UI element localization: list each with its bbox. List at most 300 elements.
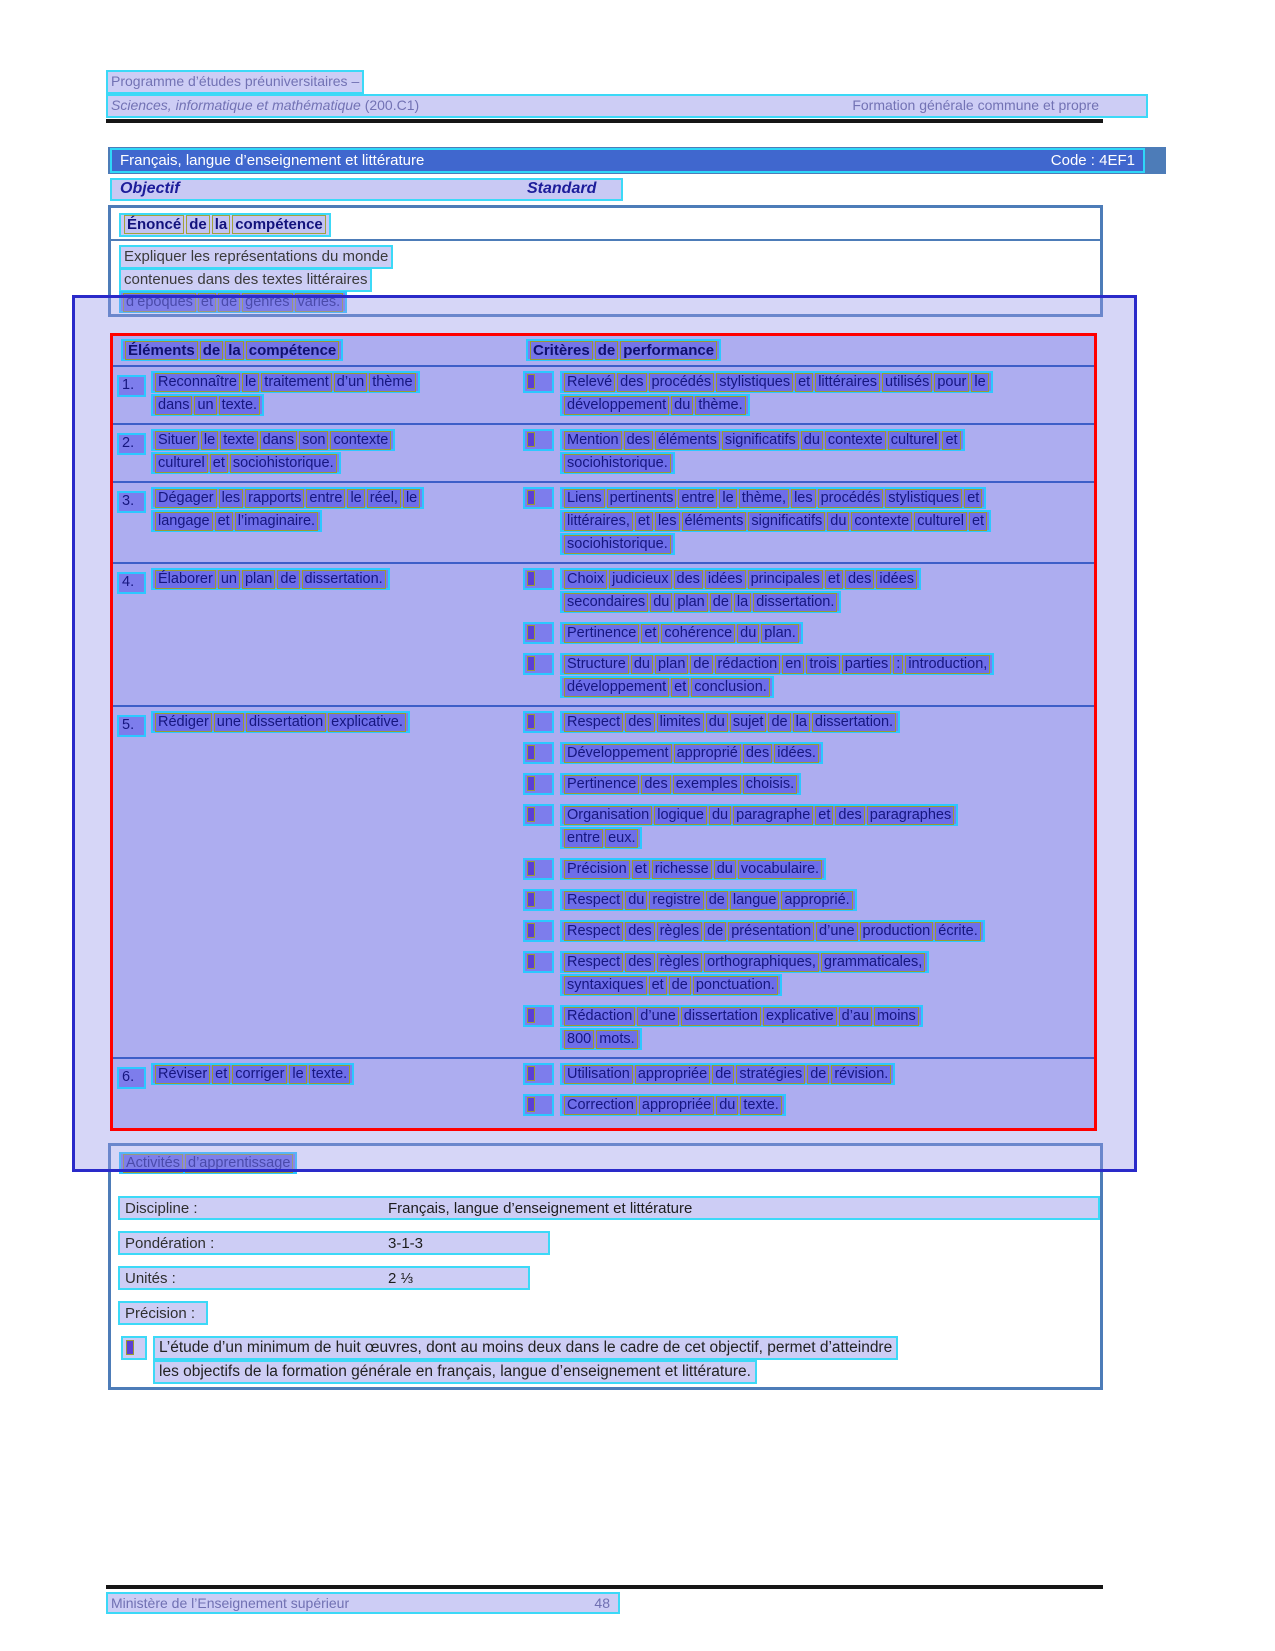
word-box: des	[743, 744, 772, 763]
word-box: des	[641, 775, 670, 794]
element-line	[151, 394, 264, 416]
word-box: Utilisation	[564, 1065, 633, 1084]
word-box: un	[194, 396, 216, 415]
row-number: 2.	[117, 433, 146, 455]
word-box: et	[641, 624, 659, 643]
word-box: Mention	[564, 431, 622, 450]
bullet-icon	[523, 920, 554, 942]
word-box: registre	[649, 891, 703, 910]
criteria-line	[560, 1028, 642, 1050]
word-box: plan	[242, 570, 275, 589]
word-box: exemples	[673, 775, 741, 794]
word-box: procédés	[818, 489, 884, 508]
word-box: règles	[657, 922, 703, 941]
word-box: en	[782, 655, 804, 674]
criteria-item	[523, 653, 1094, 698]
word-box: conclusion.	[691, 678, 770, 697]
word-box: les	[791, 489, 816, 508]
bullet-mark	[527, 1008, 535, 1023]
criteria-line	[560, 742, 823, 764]
word-box: Reconnaître	[155, 373, 240, 392]
word-box: d’apprentissage	[185, 1154, 293, 1173]
table-row	[113, 365, 1094, 423]
word-box: compétence	[232, 215, 326, 234]
word-box: paragraphe	[733, 806, 813, 825]
bullet-mark	[527, 954, 535, 969]
bullet-mark	[527, 1066, 535, 1081]
row-number: 6.	[117, 1067, 146, 1089]
word-box: significatifs	[748, 512, 825, 531]
criteria-line	[560, 429, 965, 451]
word-box: des	[624, 431, 653, 450]
word-box: plan	[655, 655, 688, 674]
bullet-mark	[527, 714, 535, 729]
word-box: texte	[220, 431, 257, 450]
word-box: Critères	[530, 341, 593, 360]
word-box: la	[225, 341, 244, 360]
word-box: contexte	[825, 431, 886, 450]
word-box: idées	[705, 570, 746, 589]
table-body	[113, 365, 1094, 1123]
criteria-item	[523, 804, 1094, 849]
word-box: d’une	[637, 1007, 678, 1026]
criteria-item	[523, 773, 1094, 795]
criteria-line	[560, 533, 675, 555]
bullet-mark	[527, 432, 535, 447]
precision-bullet-line: les objectifs de la formation générale en français, langue d’enseignement et littérature.	[153, 1360, 757, 1384]
word-box: moins	[874, 1007, 919, 1026]
criteria-item	[523, 858, 1094, 880]
word-box: Respect	[564, 713, 623, 732]
bullet-icon	[121, 1336, 147, 1360]
word-box: idées.	[774, 744, 819, 763]
word-box: du	[716, 1096, 738, 1115]
running-header-line2	[106, 94, 1148, 118]
element-cell	[113, 711, 523, 1051]
word-box: des	[674, 570, 703, 589]
word-box: développement	[564, 678, 669, 697]
field-ponderation	[118, 1231, 550, 1255]
word-box: et	[635, 512, 653, 531]
word-box: judicieux	[609, 570, 671, 589]
enonce-line	[119, 291, 347, 313]
word-box: développement	[564, 396, 669, 415]
word-box: de	[710, 593, 732, 612]
word-box: stylistiques	[885, 489, 962, 508]
word-box: du	[737, 624, 759, 643]
word-box: syntaxiques	[564, 976, 647, 995]
word-box: et	[215, 512, 233, 531]
word-box: plan	[674, 593, 707, 612]
enonce-heading	[119, 213, 331, 237]
word-box: un	[218, 570, 240, 589]
word-box: éléments	[655, 431, 720, 450]
criteria-line	[560, 889, 857, 911]
word-box: explicative	[763, 1007, 837, 1026]
word-box: et	[198, 293, 216, 312]
enonce-box	[108, 205, 1103, 317]
program-code: (200.C1)	[360, 97, 420, 113]
word-box: plan.	[761, 624, 798, 643]
bullet-mark	[527, 374, 535, 389]
activites-heading	[119, 1152, 297, 1174]
bullet-icon	[523, 858, 554, 880]
word-box: de	[690, 655, 712, 674]
word-box: littéraires	[815, 373, 880, 392]
word-box: Élaborer	[155, 570, 216, 589]
word-box: sociohistorique.	[230, 454, 337, 473]
word-box: thème.	[695, 396, 745, 415]
element-line	[151, 510, 322, 532]
word-box: culturel	[888, 431, 941, 450]
word-box: présentation	[728, 922, 814, 941]
course-title-annotation	[110, 148, 1145, 173]
word-box: trois	[806, 655, 839, 674]
word-box: variés.	[295, 293, 344, 312]
bullet-mark	[527, 490, 535, 505]
word-box: appropriée	[635, 1065, 710, 1084]
element-line	[151, 568, 390, 590]
bullet-icon	[523, 487, 554, 509]
table-row	[113, 705, 1094, 1057]
word-box: principales	[748, 570, 823, 589]
word-box: de	[669, 976, 691, 995]
word-box: de	[595, 341, 619, 360]
word-box: Respect	[564, 891, 623, 910]
bullet-icon	[523, 1005, 554, 1027]
word-box: littéraires,	[564, 512, 633, 531]
criteria-item	[523, 622, 1094, 644]
word-box: d’époques	[123, 293, 196, 312]
field-discipline	[118, 1196, 1100, 1220]
word-box: des	[625, 713, 654, 732]
word-box: richesse	[652, 860, 712, 879]
word-box: pertinents	[607, 489, 677, 508]
criteria-item	[523, 1005, 1094, 1050]
word-box: Précision	[564, 860, 630, 879]
word-box: du	[631, 655, 653, 674]
word-box: choisis.	[743, 775, 797, 794]
word-box: introduction,	[905, 655, 990, 674]
word-box: Organisation	[564, 806, 652, 825]
word-box: les	[655, 512, 680, 531]
word-box: contexte	[330, 431, 391, 450]
word-box: Correction	[564, 1096, 637, 1115]
word-box: le	[971, 373, 988, 392]
elements-header-cell	[113, 339, 523, 362]
field-value: Français, langue d’enseignement et littérature	[388, 1200, 693, 1217]
word-box: réel,	[367, 489, 401, 508]
field-unites	[118, 1266, 530, 1290]
word-box: et	[632, 860, 650, 879]
criteria-line	[560, 858, 826, 880]
bullet-icon	[523, 889, 554, 911]
word-box: entre	[564, 829, 603, 848]
bullet-icon	[523, 429, 554, 451]
word-box: la	[212, 215, 231, 234]
standard-label: Standard	[527, 180, 597, 197]
word-box: texte.	[309, 1065, 350, 1084]
word-box: son	[299, 431, 328, 450]
program-name-italic: Sciences, informatique et mathématique	[111, 97, 361, 113]
table-header-row	[113, 336, 1094, 365]
criteres-header	[526, 339, 721, 361]
criteria-line	[560, 920, 985, 942]
criteria-line	[560, 711, 900, 733]
word-box: performance	[620, 341, 717, 360]
bullet-icon	[523, 1063, 554, 1085]
criteria-line	[560, 974, 782, 996]
bullet-mark	[527, 776, 535, 791]
element-line	[151, 429, 395, 451]
criteria-line	[560, 827, 642, 849]
word-box: stylistiques	[716, 373, 793, 392]
word-box: limites	[657, 713, 704, 732]
criteria-item	[523, 487, 1094, 555]
table-row	[113, 562, 1094, 705]
word-box: des	[625, 922, 654, 941]
word-box: langage	[155, 512, 213, 531]
word-box: et	[671, 678, 689, 697]
criteres-header-cell	[523, 339, 1094, 362]
element-cell	[113, 487, 523, 556]
table-row	[113, 1057, 1094, 1123]
word-box: et	[942, 431, 960, 450]
criteria-item	[523, 951, 1094, 996]
criteria-line	[560, 487, 986, 509]
word-box: dissertation.	[302, 570, 386, 589]
word-box: paragraphes	[867, 806, 954, 825]
bullet-icon	[523, 773, 554, 795]
element-line	[151, 452, 341, 474]
criteria-item	[523, 920, 1094, 942]
word-box: du	[625, 891, 647, 910]
word-box: entre	[678, 489, 717, 508]
word-box: texte.	[219, 396, 260, 415]
word-box: du	[827, 512, 849, 531]
word-box: et	[825, 570, 843, 589]
word-box: Relevé	[564, 373, 615, 392]
enonce-line: contenues dans des textes littéraires	[119, 268, 372, 292]
word-box: dissertation	[246, 713, 326, 732]
word-box: Éléments	[125, 341, 198, 360]
word-box: idées	[876, 570, 917, 589]
word-box: d’une	[816, 922, 857, 941]
word-box: Activités	[123, 1154, 183, 1173]
word-box: grammaticales,	[821, 953, 925, 972]
word-box: dissertation	[681, 1007, 761, 1026]
row-number: 3.	[117, 491, 146, 513]
word-box: de	[712, 1065, 734, 1084]
bullet-mark	[527, 861, 535, 876]
footer-rule	[106, 1585, 1103, 1589]
element-line	[151, 1063, 354, 1085]
word-box: culturel	[155, 454, 208, 473]
word-box: des	[617, 373, 646, 392]
word-box: de	[704, 922, 726, 941]
word-box: de	[200, 341, 224, 360]
criteria-cell	[523, 1063, 1094, 1117]
field-precision	[118, 1301, 208, 1325]
element-cell	[113, 1063, 523, 1117]
bullet-mark	[527, 625, 535, 640]
word-box: de	[768, 713, 790, 732]
word-box: du	[650, 593, 672, 612]
bullet-icon	[523, 711, 554, 733]
table-row	[113, 423, 1094, 481]
word-box: Situer	[155, 431, 199, 450]
word-box: une	[214, 713, 244, 732]
word-box: stratégies	[736, 1065, 805, 1084]
word-box: révision.	[831, 1065, 891, 1084]
word-box: utilisés	[882, 373, 932, 392]
word-box: du	[671, 396, 693, 415]
criteria-line	[560, 394, 750, 416]
bullet-mark	[527, 745, 535, 760]
word-box: sociohistorique.	[564, 454, 671, 473]
criteria-line	[560, 951, 929, 973]
course-title: Français, langue d’enseignement et littérature	[120, 152, 425, 169]
bullet-mark	[527, 892, 535, 907]
table-row	[113, 481, 1094, 562]
word-box: le	[201, 431, 218, 450]
word-box: de	[807, 1065, 829, 1084]
word-box: langue	[730, 891, 780, 910]
word-box: corriger	[232, 1065, 287, 1084]
running-header-line1: Programme d’études préuniversitaires –	[106, 70, 364, 94]
criteria-line	[560, 676, 774, 698]
word-box: Pertinence	[564, 624, 639, 643]
criteria-item	[523, 711, 1094, 733]
header-rule	[106, 119, 1103, 123]
field-value: 2 ⅓	[388, 1270, 414, 1287]
word-box: sociohistorique.	[564, 535, 671, 554]
word-box: eux.	[605, 829, 638, 848]
word-box: de	[706, 891, 728, 910]
activites-box	[108, 1143, 1103, 1390]
word-box: explicative.	[328, 713, 406, 732]
word-box: Rédiger	[155, 713, 212, 732]
criteria-item	[523, 889, 1094, 911]
word-box: logique	[654, 806, 707, 825]
criteria-line	[560, 568, 921, 590]
word-box: parties	[842, 655, 892, 674]
word-box: dans	[155, 396, 192, 415]
word-box: le	[347, 489, 364, 508]
word-box: de	[277, 570, 299, 589]
word-box: Liens	[564, 489, 605, 508]
footer-strip	[106, 1592, 620, 1614]
bullet-mark	[527, 1097, 535, 1112]
field-value: 3-1-3	[388, 1235, 424, 1252]
word-box: procédés	[649, 373, 715, 392]
word-box: ponctuation.	[693, 976, 778, 995]
enonce-line: Expliquer les représentations du monde	[119, 245, 393, 269]
word-box: et	[795, 373, 813, 392]
page-number: 48	[594, 1595, 610, 1611]
footer-ministry: Ministère de l’Enseignement supérieur	[111, 1595, 350, 1611]
field-label: Précision :	[125, 1305, 196, 1322]
precision-bullet-line: L’étude d’un minimum de huit œuvres, dont au moins deux dans le cadre de cet objectif, permet d’atteindre	[153, 1336, 898, 1360]
bullet-icon	[523, 804, 554, 826]
word-box: du	[801, 431, 823, 450]
criteria-cell	[523, 429, 1094, 475]
objectif-label: Objectif	[120, 180, 180, 197]
bullet-icon	[523, 1094, 554, 1116]
word-box: sujet	[730, 713, 767, 732]
bullet-mark	[527, 571, 535, 586]
criteria-line	[560, 804, 958, 826]
word-box: et	[964, 489, 982, 508]
criteria-line	[560, 1005, 923, 1027]
criteria-line	[560, 1063, 895, 1085]
word-box: approprié.	[781, 891, 852, 910]
element-cell	[113, 568, 523, 699]
word-box: Choix	[564, 570, 607, 589]
bullet-icon	[523, 742, 554, 764]
bullet-icon	[523, 568, 554, 590]
bullet-icon	[523, 951, 554, 973]
word-box: Rédaction	[564, 1007, 635, 1026]
element-line	[151, 711, 410, 733]
word-box: entre	[306, 489, 345, 508]
word-box: d’un	[334, 373, 367, 392]
field-label: Unités :	[125, 1270, 176, 1287]
program-name	[111, 96, 419, 116]
row-number: 5.	[117, 715, 146, 737]
word-box: des	[845, 570, 874, 589]
criteria-cell	[523, 711, 1094, 1051]
word-box: et	[815, 806, 833, 825]
running-header-right: Formation générale commune et propre	[852, 97, 1099, 113]
word-box: 800	[564, 1030, 594, 1049]
word-box: vocabulaire.	[738, 860, 822, 879]
bullet-mark	[527, 923, 535, 938]
criteria-item	[523, 1094, 1094, 1116]
word-box: Réviser	[155, 1065, 210, 1084]
field-label: Discipline :	[125, 1200, 198, 1217]
criteria-cell	[523, 371, 1094, 417]
word-box: dans	[260, 431, 297, 450]
criteria-cell	[523, 487, 1094, 556]
word-box: le	[289, 1065, 306, 1084]
criteria-line	[560, 773, 801, 795]
word-box: le	[719, 489, 736, 508]
word-box: approprié	[674, 744, 741, 763]
word-box: mots.	[596, 1030, 637, 1049]
word-box: des	[835, 806, 864, 825]
word-box: la	[734, 593, 751, 612]
word-box: des	[625, 953, 654, 972]
row-number: 1.	[117, 375, 146, 397]
word-box: Structure	[564, 655, 629, 674]
criteria-item	[523, 568, 1094, 613]
word-box: et	[969, 512, 987, 531]
bullet-mark	[527, 656, 535, 671]
word-box: d’au	[839, 1007, 872, 1026]
word-box: et	[210, 454, 228, 473]
word-box: compétence	[246, 341, 340, 360]
course-code: Code : 4EF1	[1050, 152, 1135, 169]
word-box: thème,	[739, 489, 789, 508]
word-box: du	[709, 806, 731, 825]
word-box: pour	[934, 373, 969, 392]
word-box: appropriée	[639, 1096, 714, 1115]
word-box: l’imaginaire.	[235, 512, 318, 531]
word-box: genres	[242, 293, 292, 312]
word-box: de	[186, 215, 210, 234]
competence-table	[110, 333, 1097, 1131]
